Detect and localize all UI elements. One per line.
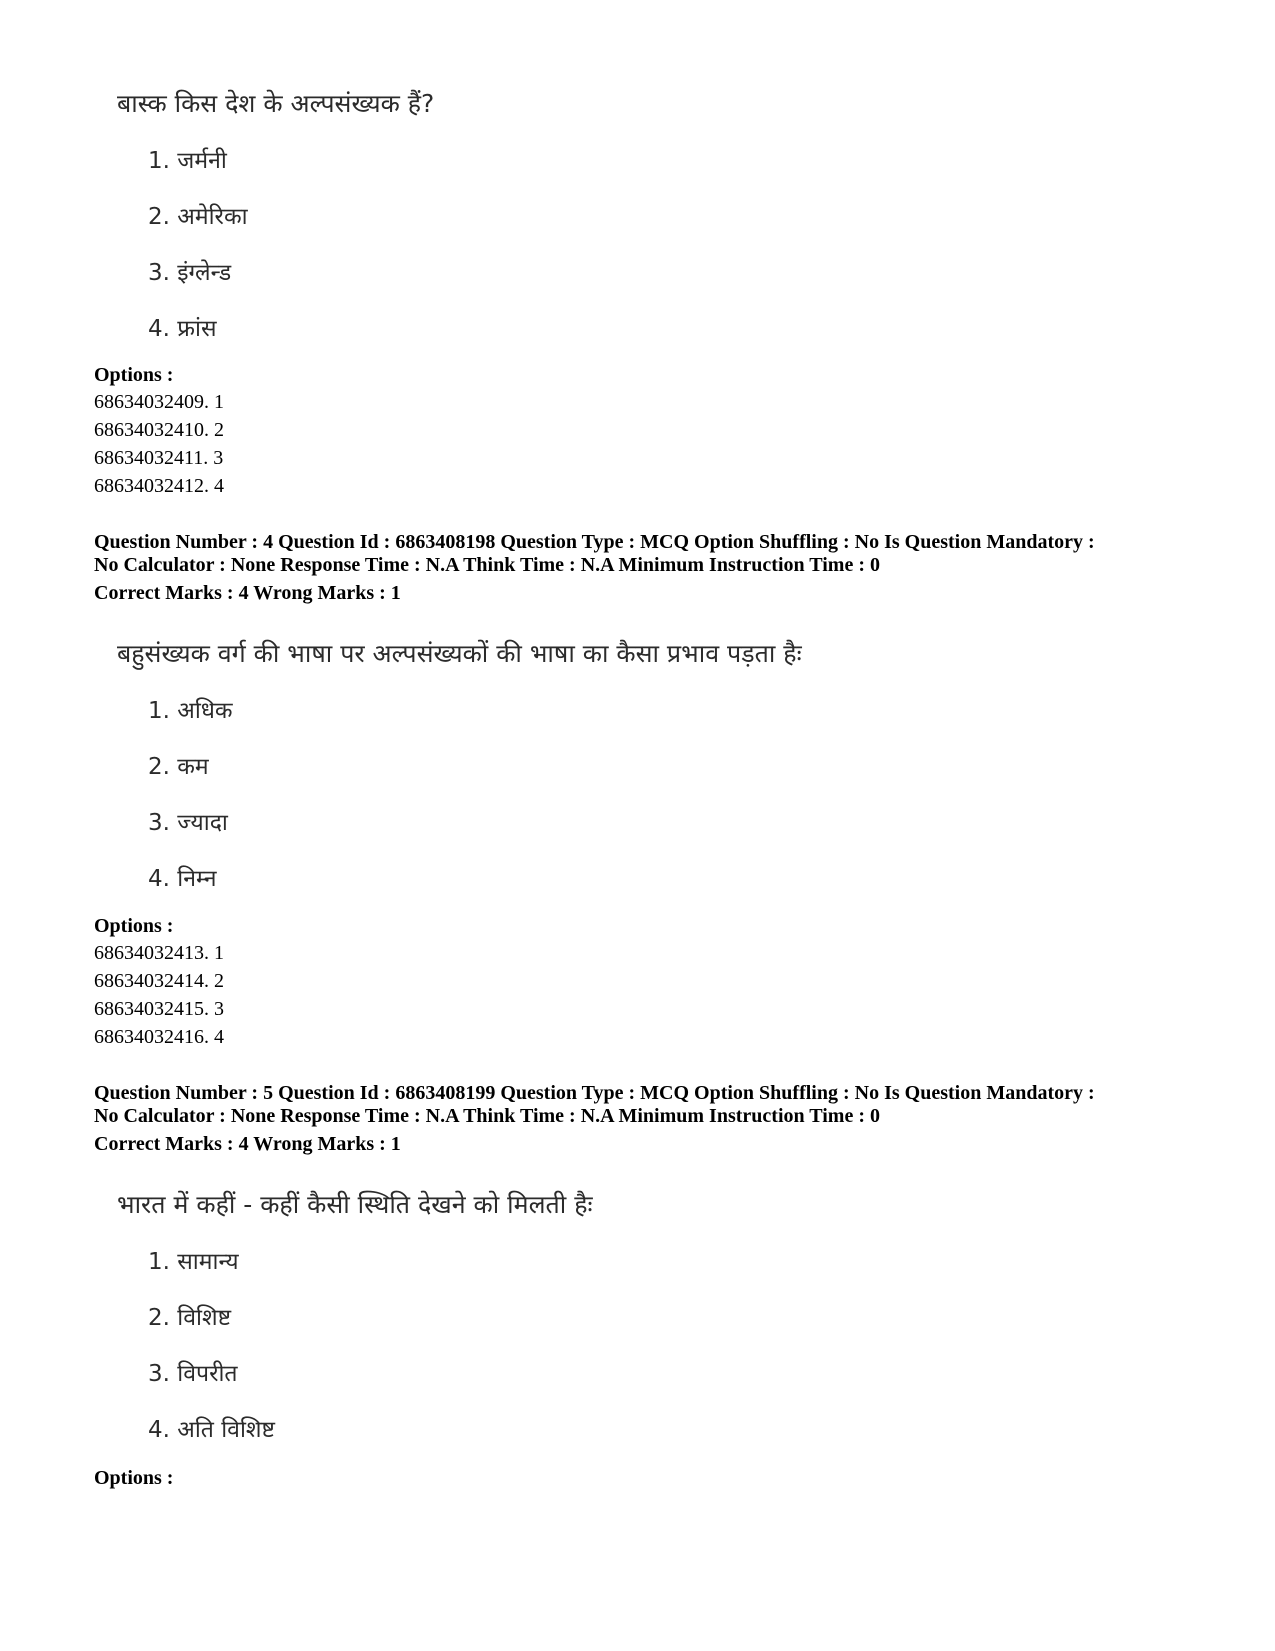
question-4-option-id-3: 68634032415. 3 (94, 998, 224, 1020)
question-3-option-id-3: 68634032411. 3 (94, 447, 224, 469)
question-4-choice-4: 4. निम्न (148, 866, 217, 892)
question-3-choice-4: 4. फ्रांस (148, 316, 217, 342)
question-5-choice-4: 4. अति विशिष्ट (148, 1417, 275, 1443)
question-4-option-id-2: 68634032414. 2 (94, 970, 224, 992)
question-4-choice-3: 3. ज्यादा (148, 810, 228, 836)
question-4-options-label: Options : (94, 915, 174, 937)
question-4-meta-line-1: Question Number : 4 Question Id : 6863408198 Question Type : MCQ Option Shuffling : No Is Question Mandatory : (94, 531, 1095, 553)
question-3-option-id-2: 68634032410. 2 (94, 419, 224, 441)
question-4-meta-line-2: No Calculator : None Response Time : N.A Think Time : N.A Minimum Instruction Time : 0 (94, 554, 880, 576)
question-4-option-id-1: 68634032413. 1 (94, 942, 224, 964)
question-3-choice-3: 3. इंग्लेन्ड (148, 260, 232, 286)
question-5-meta-line-1: Question Number : 5 Question Id : 6863408199 Question Type : MCQ Option Shuffling : No Is Question Mandatory : (94, 1082, 1095, 1104)
question-4-choice-2: 2. कम (148, 754, 209, 780)
question-4-option-id-4: 68634032416. 4 (94, 1026, 224, 1048)
question-3-choice-1: 1. जर्मनी (148, 148, 227, 174)
question-3-choice-2: 2. अमेरिका (148, 204, 248, 230)
question-5-choice-1: 1. सामान्य (148, 1249, 239, 1275)
question-5-meta-line-2: No Calculator : None Response Time : N.A Think Time : N.A Minimum Instruction Time : 0 (94, 1105, 880, 1127)
question-5-text: भारत में कहीं - कहीं कैसी स्थिति देखने को मिलती हैः (117, 1190, 593, 1219)
question-3-option-id-4: 68634032412. 4 (94, 475, 224, 497)
question-5-choice-2: 2. विशिष्ट (148, 1305, 232, 1331)
question-3-text: बास्क किस देश के अल्पसंख्यक हैं? (117, 89, 435, 118)
question-3-options-label: Options : (94, 364, 174, 386)
question-3-option-id-1: 68634032409. 1 (94, 391, 224, 413)
question-5-marks: Correct Marks : 4 Wrong Marks : 1 (94, 1133, 401, 1155)
question-4-text: बहुसंख्यक वर्ग की भाषा पर अल्पसंख्यकों की भाषा का कैसा प्रभाव पड़ता हैः (117, 639, 802, 668)
question-5-choice-3: 3. विपरीत (148, 1361, 238, 1387)
question-4-choice-1: 1. अधिक (148, 698, 233, 724)
question-5-options-label: Options : (94, 1467, 174, 1489)
question-4-marks: Correct Marks : 4 Wrong Marks : 1 (94, 582, 401, 604)
